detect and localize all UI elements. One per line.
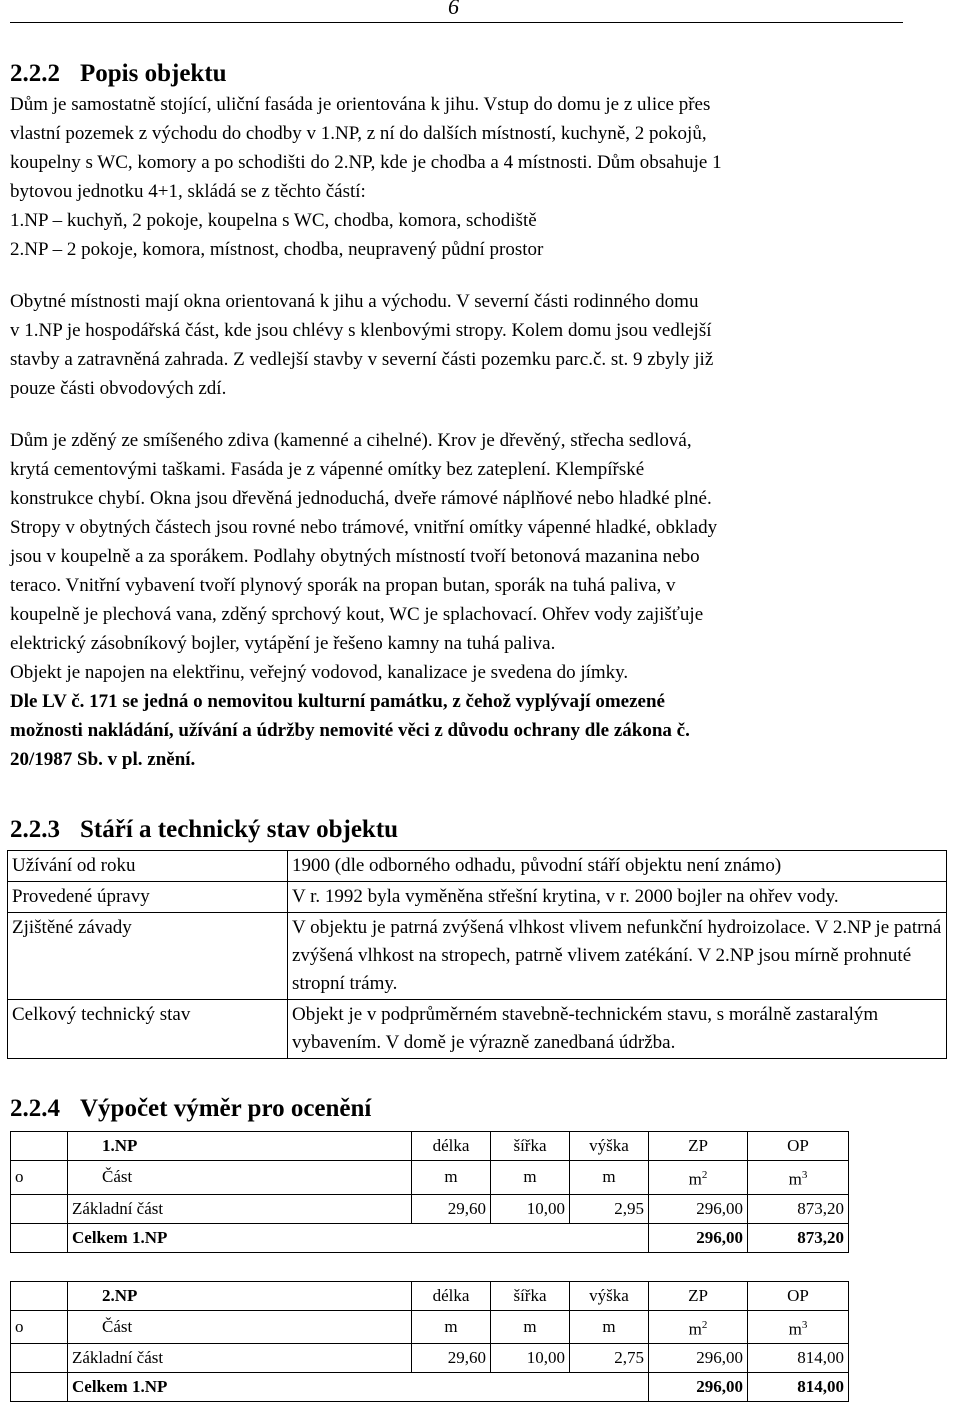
paragraph-line: elektrický zásobníkový bojler, vytápění je řešeno kamny na tuhá paliva. (10, 633, 556, 654)
page-content (10, 58, 942, 1402)
section-heading-223 (10, 814, 910, 846)
unit-cell (649, 1161, 748, 1195)
table-row (8, 851, 947, 882)
spacer (10, 264, 910, 287)
unit-cell: m (491, 1161, 570, 1195)
empty-cell (11, 1344, 68, 1373)
bold-paragraph-line: možnosti nakládání, užívání a údržby nemovité věci z důvodu ochrany dle zákona č. (10, 720, 690, 741)
spacer (10, 403, 910, 426)
value-cell: 10,00 (491, 1194, 570, 1223)
unit-exponent: 2 (701, 1318, 708, 1331)
area-table-2np (10, 1281, 849, 1403)
spacer (10, 774, 910, 814)
empty-cell (11, 1194, 68, 1223)
unit-cell (748, 1161, 849, 1195)
o-cell: o (11, 1310, 68, 1344)
unit-row (11, 1310, 849, 1344)
floor-line-1np (10, 206, 910, 235)
paragraph-line: pouze části obvodových zdí. (10, 378, 227, 399)
paragraph-line: Objekt je napojen na elektřinu, veřejný vodovod, kanalizace je svedena do jímky. (10, 662, 629, 683)
floor-label: 1.NP (10, 210, 48, 231)
value-cell: 296,00 (649, 1344, 748, 1373)
table-header-row (11, 1132, 849, 1161)
paragraph-line: jsou v koupelně a za sporákem. Podlahy obytných místností tvoří betonová mazanina nebo (10, 546, 700, 567)
unit-base: m (788, 1169, 802, 1189)
total-label: Celkem 1.NP (68, 1373, 649, 1402)
header-rule (10, 22, 903, 23)
section-title: Popis objektu (80, 60, 227, 87)
floor-label: 2.NP (10, 239, 48, 260)
unit-base: m (688, 1169, 702, 1189)
floor-text: 2 pokoje, komora, místnost, chodba, neupravený půdní prostor (66, 239, 544, 260)
paragraph-line: Dům je zděný ze smíšeného zdiva (kamenné a cihelné). Krov je dřevěný, střecha sedlová, (10, 430, 692, 451)
col-header: ZP (649, 1132, 748, 1161)
spacer (10, 1253, 910, 1281)
unit-base: m (688, 1319, 702, 1339)
total-zp: 296,00 (649, 1373, 748, 1402)
total-op: 814,00 (748, 1373, 849, 1402)
total-label: Celkem 1.NP (68, 1223, 649, 1252)
table-header-row (11, 1281, 849, 1310)
paragraph-line: v 1.NP je hospodářská část, kde jsou chlévy s klenbovými stropy. Kolem domu jsou vedlejší (10, 320, 712, 341)
row-label: Zjištěné závady (8, 913, 288, 1000)
section-number: 2.2.2 (10, 60, 60, 87)
empty-cell (11, 1281, 68, 1310)
paragraph-line: vlastní pozemek z východu do chodby v 1.NP, z ní do dalších místností, kuchyně, 2 pokojů, (10, 123, 707, 144)
total-zp: 296,00 (649, 1223, 748, 1252)
value-cell: 296,00 (649, 1194, 748, 1223)
row-label: Celkový technický stav (8, 1000, 288, 1059)
unit-base: m (788, 1319, 802, 1339)
unit-cell: m (412, 1310, 491, 1344)
unit-cell (748, 1310, 849, 1344)
unit-cell: m (491, 1310, 570, 1344)
unit-exponent: 3 (801, 1169, 808, 1181)
unit-cell: m (570, 1161, 649, 1195)
section-number: 2.2.4 (10, 1095, 60, 1122)
unit-row (11, 1161, 849, 1195)
table-row (11, 1194, 849, 1223)
row-label: Provedené úpravy (8, 882, 288, 913)
section-heading-222 (10, 58, 910, 90)
total-row (11, 1223, 849, 1252)
unit-exponent: 3 (801, 1318, 808, 1331)
o-cell: o (11, 1161, 68, 1195)
paragraph-line: Dům je samostatně stojící, uliční fasáda je orientována k jihu. Vstup do domu je z ulice přes (10, 94, 711, 115)
paragraph-line: bytovou jednotku 4+1, skládá se z těchto částí: (10, 181, 366, 202)
empty-cell (11, 1373, 68, 1402)
unit-cell (649, 1310, 748, 1344)
paragraph-line: koupelně je plechová vana, zděný sprchový kout, WC je splachovací. Ohřev vody zajišťuje (10, 604, 704, 625)
row-value: Objekt je v podprůměrném stavebně-technickém stavu, s morálně zastaralým vybavením. V domě je výrazně zanedbaná údržba. (288, 1000, 947, 1059)
col-header: šířka (491, 1132, 570, 1161)
value-cell: 2,75 (570, 1344, 649, 1373)
col-header: výška (570, 1281, 649, 1310)
value-cell: 873,20 (748, 1194, 849, 1223)
col-header: výška (570, 1132, 649, 1161)
area-table-1np (10, 1131, 849, 1253)
empty-cell (11, 1132, 68, 1161)
part-label: Základní část (68, 1194, 412, 1223)
col-header: ZP (649, 1281, 748, 1310)
part-label: Základní část (68, 1344, 412, 1373)
section-heading-224 (10, 1093, 910, 1125)
col-header: šířka (491, 1281, 570, 1310)
spacer (10, 1059, 910, 1093)
table-row (8, 1000, 947, 1059)
page-number: 6 (448, 0, 459, 19)
paragraph-line: konstrukce chybí. Okna jsou dřevěná jednoduchá, dveře rámové náplňové nebo hladké plné. (10, 488, 712, 509)
paragraph-line: Obytné místnosti mají okna orientovaná k jihu a východu. V severní části rodinného domu (10, 291, 699, 312)
unit-cell: m (570, 1310, 649, 1344)
technical-state-table (7, 850, 947, 1059)
value-cell: 29,60 (412, 1344, 491, 1373)
col-header: délka (412, 1132, 491, 1161)
floor-name: 2.NP (68, 1281, 412, 1310)
row-value: 1900 (dle odborného odhadu, původní stáří objektu není známo) (288, 851, 947, 882)
part-header: Část (68, 1310, 412, 1344)
total-op: 873,20 (748, 1223, 849, 1252)
paragraph-line: stavby a zatravněná zahrada. Z vedlejší stavby v severní části pozemku parc.č. st. 9 zbyly již (10, 349, 714, 370)
value-cell: 29,60 (412, 1194, 491, 1223)
section-title: Stáří a technický stav objektu (80, 816, 399, 843)
row-label: Užívání od roku (8, 851, 288, 882)
row-value: V r. 1992 byla vyměněna střešní krytina, v r. 2000 bojler na ohřev vody. (288, 882, 947, 913)
unit-cell: m (412, 1161, 491, 1195)
floor-line-2np (10, 235, 910, 264)
part-header: Část (68, 1161, 412, 1195)
section-number: 2.2.3 (10, 816, 60, 843)
floor-dash: – (52, 210, 63, 231)
value-cell: 10,00 (491, 1344, 570, 1373)
value-cell: 814,00 (748, 1344, 849, 1373)
row-value: V objektu je patrná zvýšená vlhkost vlivem nefunkční hydroizolace. V 2.NP je patrná zvýšená vlhkost na stropech, patrně vlivem zatékání. V 2.NP jsou mírně prohnuté stropní trámy. (288, 913, 947, 1000)
floor-name: 1.NP (68, 1132, 412, 1161)
section-title: Výpočet výměr pro ocenění (80, 1095, 372, 1122)
floor-text: kuchyň, 2 pokoje, koupelna s WC, chodba, komora, schodiště (66, 210, 537, 231)
col-header: OP (748, 1281, 849, 1310)
bold-paragraph-line: 20/1987 Sb. v pl. znění. (10, 749, 196, 770)
paragraph-line: Stropy v obytných částech jsou rovné nebo trámové, vnitřní omítky vápenné hladké, obklady (10, 517, 718, 538)
table-row (8, 913, 947, 1000)
unit-exponent: 2 (701, 1169, 708, 1181)
table-row (8, 882, 947, 913)
bold-paragraph-line: Dle LV č. 171 se jedná o nemovitou kulturní památku, z čehož vyplývají omezené (10, 691, 665, 712)
empty-cell (11, 1223, 68, 1252)
col-header: délka (412, 1281, 491, 1310)
total-row (11, 1373, 849, 1402)
col-header: OP (748, 1132, 849, 1161)
floor-dash: – (52, 239, 63, 260)
paragraph-line: koupelny s WC, komory a po schodišti do 2.NP, kde je chodba a 4 místnosti. Dům obsahuje 1 (10, 152, 722, 173)
paragraph-line: teraco. Vnitřní vybavení tvoří plynový sporák na propan butan, sporák na tuhá paliva, v (10, 575, 676, 596)
table-row (11, 1344, 849, 1373)
paragraph-line: krytá cementovými taškami. Fasáda je z vápenné omítky bez zateplení. Klempířské (10, 459, 645, 480)
value-cell: 2,95 (570, 1194, 649, 1223)
